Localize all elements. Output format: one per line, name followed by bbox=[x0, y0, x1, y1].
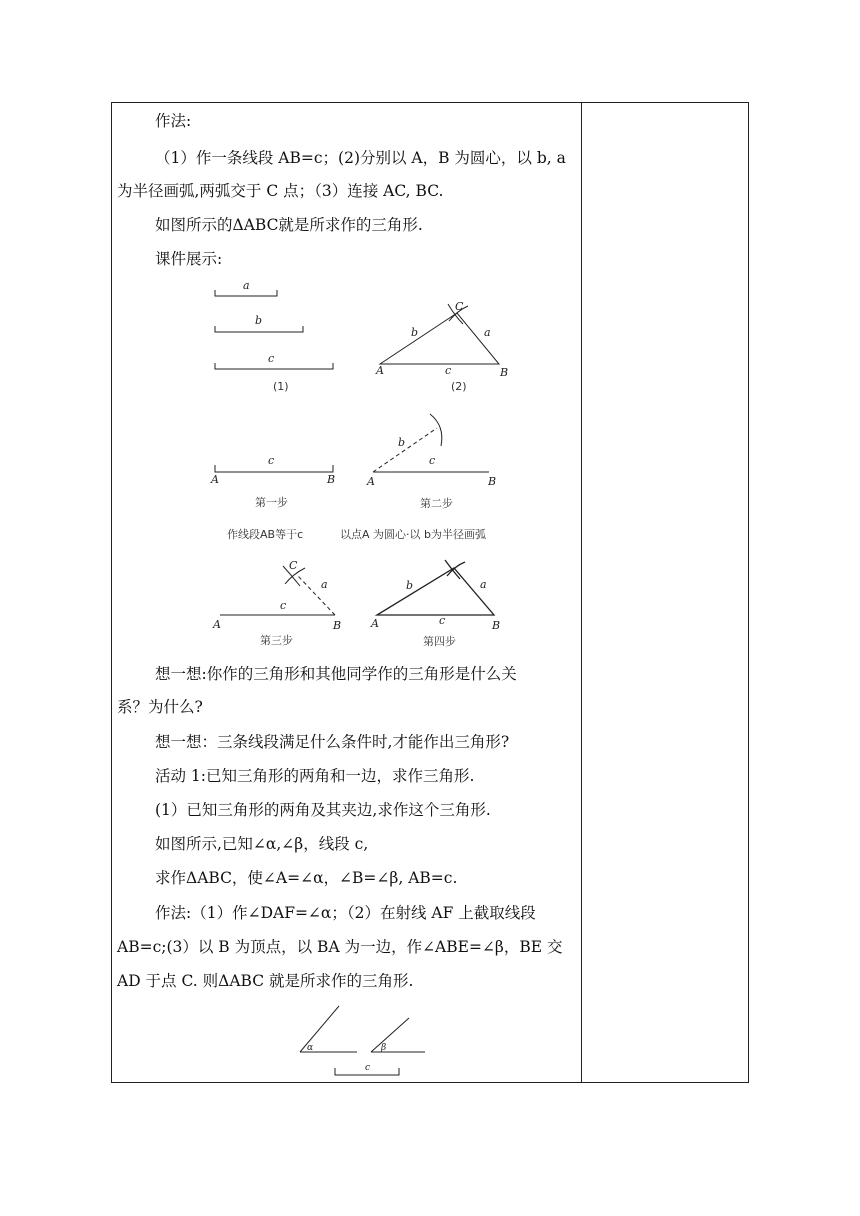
paragraph-given: 如图所示,已知∠α,∠β，线段 c, bbox=[155, 835, 369, 853]
paragraph-step-1-cont: 为半径画弧,两弧交于 C 点；（3）连接 AC, BC. bbox=[117, 182, 444, 200]
label-c-step2: c bbox=[429, 454, 436, 467]
label-c-angle-fig: c bbox=[365, 1063, 371, 1073]
step4-title: 第四步 bbox=[423, 635, 456, 648]
label-a-2: a bbox=[484, 326, 491, 339]
step1-desc: 作线段AB等于c bbox=[227, 528, 304, 541]
triangle-diagram-2 bbox=[380, 304, 499, 364]
label-b-step2: b bbox=[398, 436, 406, 449]
label-A-step2: A bbox=[367, 475, 375, 488]
angle-alpha-ray bbox=[300, 1006, 339, 1052]
paragraph-method-heading: 作法: bbox=[155, 112, 192, 130]
angle-beta-ray bbox=[371, 1018, 409, 1052]
label-B-step2: B bbox=[488, 475, 497, 488]
label-c-2: c bbox=[445, 364, 452, 377]
step4-diagram bbox=[377, 560, 494, 615]
table-column-divider bbox=[581, 102, 582, 1083]
paragraph-method-2: 作法:（1）作∠DAF=∠α；（2）在射线 AF 上截取线段 bbox=[155, 904, 536, 922]
paragraph-courseware: 课件展示: bbox=[155, 250, 223, 268]
label-A-step4: A bbox=[371, 617, 379, 630]
label-seg-b: b bbox=[255, 314, 263, 327]
label-B-step3: B bbox=[333, 619, 342, 632]
step2-desc: 以点A 为圆心·以 b为半径画弧 bbox=[340, 528, 486, 541]
paragraph-think-2: 想一想：三条线段满足什么条件时,才能作出三角形? bbox=[155, 733, 510, 751]
paragraph-activity-1: 活动 1:已知三角形的两角和一边，求作三角形. bbox=[155, 767, 475, 785]
label-b-2: b bbox=[411, 326, 419, 339]
step3-diagram bbox=[220, 566, 335, 615]
label-A-step3: A bbox=[213, 618, 221, 631]
label-B-step4: B bbox=[492, 619, 501, 632]
label-c-step4: c bbox=[439, 614, 446, 627]
caption-2: (2) bbox=[451, 380, 467, 393]
label-a-step3: a bbox=[321, 578, 328, 591]
label-B-step1: B bbox=[327, 473, 336, 486]
paragraph-construct: 求作ΔABC，使∠A=∠α，∠B=∠β, AB=c. bbox=[155, 869, 458, 887]
step2-title: 第二步 bbox=[420, 497, 453, 510]
label-A-step1: A bbox=[211, 473, 219, 486]
label-B-2: B bbox=[500, 366, 509, 379]
paragraph-method-2-end: AD 于点 C. 则ΔABC 就是所求作的三角形. bbox=[117, 972, 414, 990]
step1-title: 第一步 bbox=[255, 496, 288, 509]
label-c-step1: c bbox=[268, 454, 275, 467]
step3-title: 第三步 bbox=[260, 634, 293, 647]
angles-figure bbox=[295, 1000, 435, 1080]
courseware-figure bbox=[205, 276, 535, 651]
label-beta: β bbox=[381, 1043, 387, 1053]
paragraph-think-1: 想一想:你作的三角形和其他同学作的三角形是什么关 bbox=[155, 665, 517, 683]
paragraph-conclusion: 如图所示的ΔABC就是所求作的三角形. bbox=[155, 216, 423, 234]
paragraph-method-2-cont: AB=c;(3）以 B 为顶点，以 BA 为一边，作∠ABE=∠β，BE 交 bbox=[117, 938, 563, 956]
paragraph-step-1: （1）作一条线段 AB=c；(2)分别以 A，B 为圆心，以 b, a bbox=[155, 149, 566, 167]
label-C-2: C bbox=[455, 300, 464, 313]
caption-1: (1) bbox=[273, 380, 289, 393]
paragraph-think-1-cont: 系？为什么? bbox=[117, 698, 203, 716]
label-seg-a: a bbox=[243, 279, 250, 292]
label-b-step4: b bbox=[406, 579, 414, 592]
label-alpha: α bbox=[307, 1043, 314, 1053]
label-seg-c: c bbox=[268, 352, 275, 365]
label-c-step3: c bbox=[280, 599, 287, 612]
label-C-step3: C bbox=[289, 559, 298, 572]
paragraph-activity-1-part-1: (1）已知三角形的两角及其夹边,求作这个三角形. bbox=[155, 801, 491, 819]
label-a-step4: a bbox=[480, 578, 487, 591]
label-A-2: A bbox=[376, 364, 384, 377]
